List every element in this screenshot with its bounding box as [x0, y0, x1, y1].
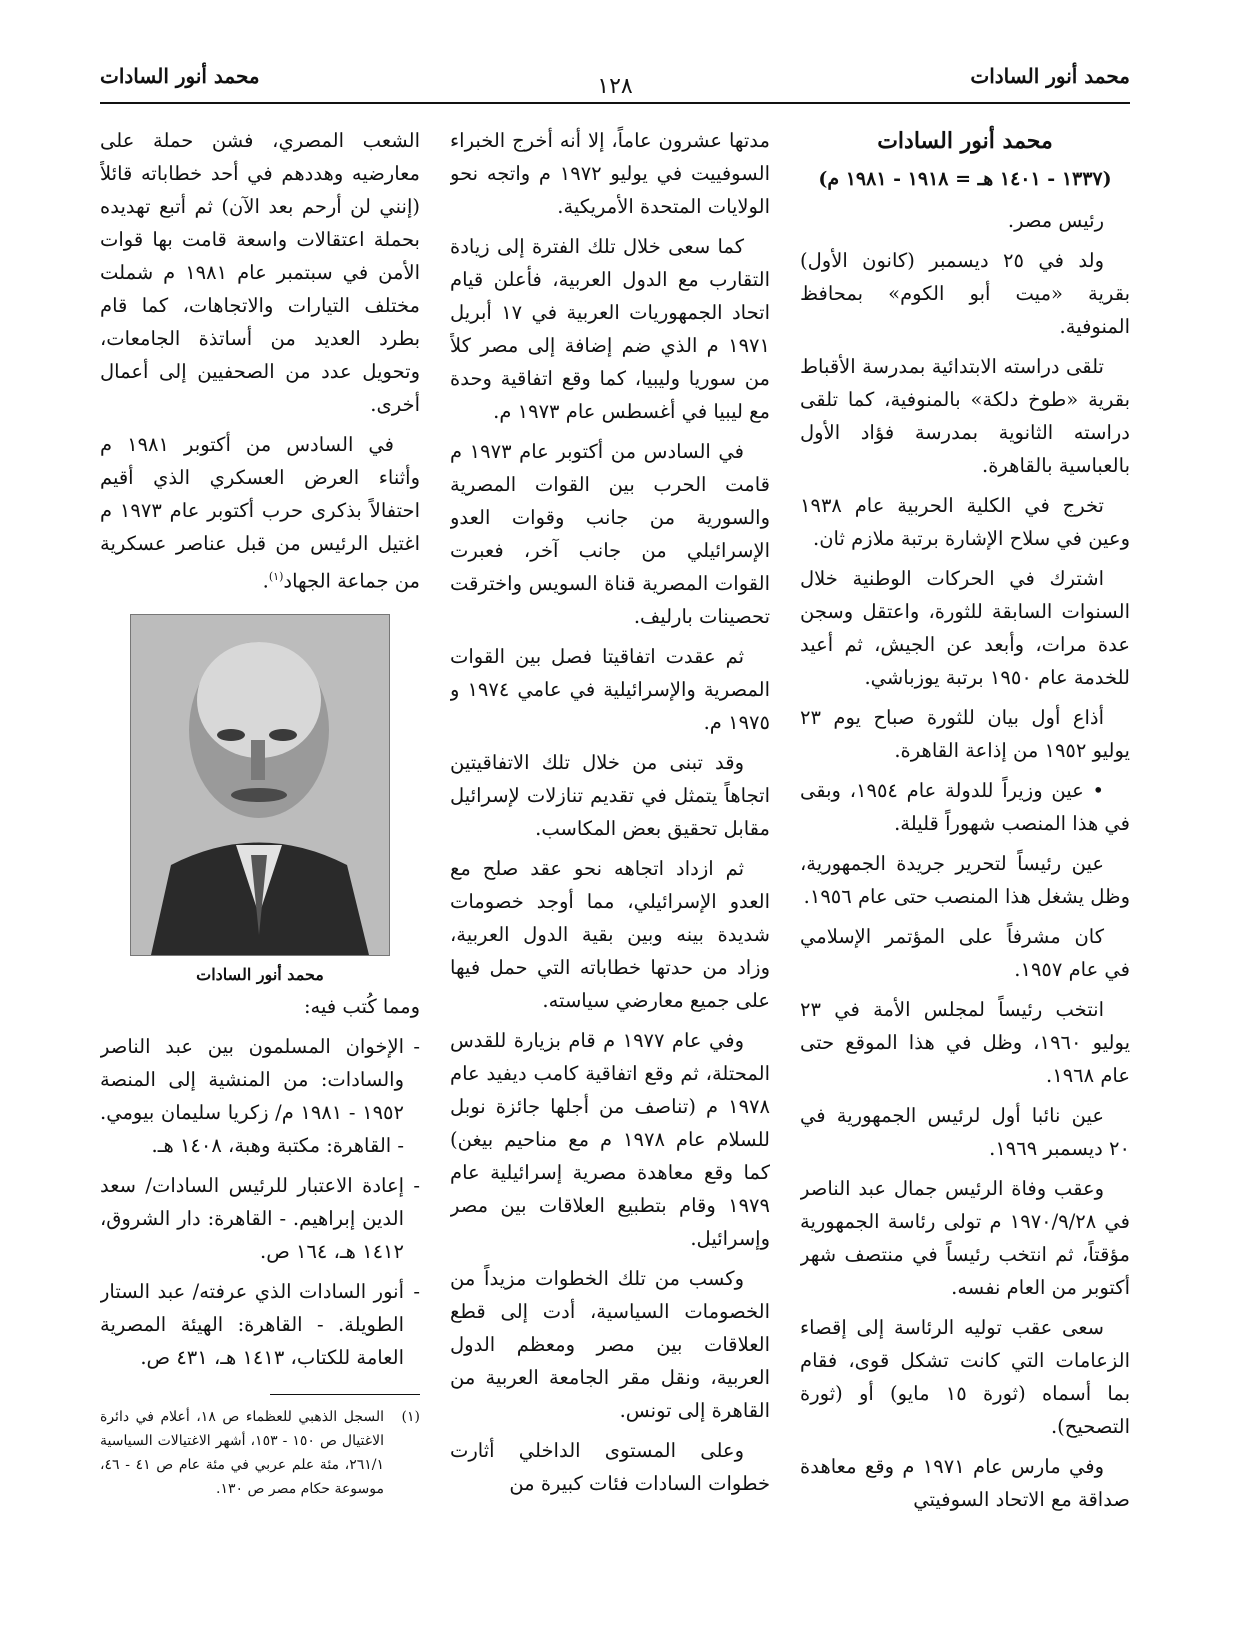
- paragraph: ثم ازداد اتجاهه نحو عقد صلح مع العدو الإسرائيلي، مما أوجد خصومات شديدة بينه وبين بقية الدول العربية، وزاد من حدتها خطاباته التي حمل فيها على جميع معارضي سياسته.: [450, 857, 770, 1012]
- footnote-divider: [270, 1394, 420, 1395]
- paragraph: مدتها عشرون عاماً، إلا أنه أخرج الخبراء السوفييت في يوليو ١٩٧٢ م واتجه نحو الولايات المتحدة الأمريكية.: [450, 129, 770, 218]
- biography-title: محمد أنور السادات: [877, 128, 1053, 154]
- paragraph: • عين وزيراً للدولة عام ١٩٥٤، وبقى في هذا المنصب شهوراً قليلة.: [800, 779, 1130, 835]
- works-intro: ومما كُتب فيه:: [303, 994, 420, 1018]
- paragraph: كما سعى خلال تلك الفترة إلى زيادة التقارب مع الدول العربية، فأعلن قيام اتحاد الجمهوريات العربية في ١٧ أبريل ١٩٧١ م الذي ضم إضافة إلى مصر كلاً من سوريا وليبيا، كما وقع اتفاقية وحدة مع ليبيا في أغسطس عام ١٩٧٣ م.: [450, 235, 770, 423]
- column-left: [100, 124, 420, 1624]
- paragraph: رئيس مصر.: [1007, 209, 1104, 232]
- biography-dates: (١٣٣٧ - ١٤٠١ هـ = ١٩١٨ - ١٩٨١ م): [818, 168, 1112, 190]
- bibliography-item: - أنور السادات الذي عرفته/ عبد الستار الطويلة. - القاهرة: الهيئة المصرية العامة للكتاب، ١٤١٣ هـ، ٤٣١ ص.: [100, 1275, 420, 1374]
- footnote-reference: (١): [268, 570, 284, 583]
- portrait-photo: [130, 614, 390, 956]
- paragraph: وفي عام ١٩٧٧ م قام بزيارة للقدس المحتلة، ثم وقع اتفاقية كامب ديفيد عام ١٩٧٨ م (تناصف من أجلها جائزة نوبل للسلام عام ١٩٧٨ م مع مناحيم بيغن) كما وقع معاهدة مصرية إسرائيلية عام ١٩٧٩ وقام بتطبيع العلاقات بين مصر وإسرائيل.: [450, 1029, 770, 1250]
- header-title-left: محمد أنور السادات: [100, 64, 260, 88]
- paragraph: انتخب رئيساً لمجلس الأمة في ٢٣ يوليو ١٩٦٠، وظل في هذا الموقع حتى عام ١٩٦٨.: [800, 998, 1130, 1087]
- paragraph: وكسب من تلك الخطوات مزيداً من الخصومات السياسية، أدت إلى قطع العلاقات بين مصر ومعظم الدول العربية، ونقل مقر الجامعة العربية من القاهرة إلى تونس.: [450, 1267, 770, 1422]
- paragraph: الشعب المصري، فشن حملة على معارضيه وهددهم في أحد خطاباته قائلاً (إنني لن أرحم بعد الآن) ثم أتبع تهديده بحملة اعتقالات واسعة قامت بها قوات الأمن في سبتمبر عام ١٩٨١ م شملت مختلف التيارات والاتجاهات، كما قام بطرد العديد من أساتذة الجامعات، وتحويل عدد من الصحفيين إلى أعمال أخرى.: [100, 129, 420, 416]
- paragraph: عين نائبا أول لرئيس الجمهورية في ٢٠ ديسمبر ١٩٦٩.: [800, 1104, 1130, 1160]
- paragraph: تخرج في الكلية الحربية عام ١٩٣٨ وعين في سلاح الإشارة برتبة ملازم ثان.: [800, 494, 1130, 550]
- paragraph: سعى عقب توليه الرئاسة إلى إقصاء الزعامات التي كانت تشكل قوى، فقام بما أسماه (ثورة ١٥ مايو) أو (ثورة التصحيح).: [800, 1316, 1130, 1438]
- paragraph-text: في السادس من أكتوبر ١٩٨١ م وأثناء العرض العسكري الذي أقيم احتفالاً بذكرى حرب أكتوبر عام ١٩٧٣ م اغتيل الرئيس من قبل عناصر عسكرية من جماعة الجهاد: [100, 433, 420, 593]
- paragraph: في السادس من أكتوبر عام ١٩٧٣ م قامت الحرب بين القوات المصرية والسورية من جانب وقوات العدو الإسرائيلي من جانب آخر، فعبرت القوات المصرية قناة السويس واخترقت تحصينات بارليف.: [450, 440, 770, 628]
- bibliography-item: - إعادة الاعتبار للرئيس السادات/ سعد الدين إبراهيم. - القاهرة: دار الشروق، ١٤١٢ هـ، ١٦٤ ص.: [100, 1169, 420, 1268]
- footnote: [100, 1405, 420, 1501]
- page-number: ١٢٨: [597, 74, 633, 99]
- bibliography-item: - الإخوان المسلمون بين عبد الناصر والسادات: من المنشية إلى المنصة ١٩٥٢ - ١٩٨١ م/ زكريا سليمان بيومي. - القاهرة: مكتبة وهبة، ١٤٠٨ هـ.: [100, 1030, 420, 1162]
- paragraph: ولد في ٢٥ ديسمبر (كانون الأول) بقرية «ميت أبو الكوم» بمحافظ المنوفية.: [800, 249, 1130, 338]
- paragraph: وفي مارس عام ١٩٧١ م وقع معاهدة صداقة مع الاتحاد السوفيتي: [800, 1455, 1130, 1511]
- paragraph: وعلى المستوى الداخلي أثارت خطوات السادات فئات كبيرة من: [450, 1439, 770, 1495]
- paragraph: اشترك في الحركات الوطنية خلال السنوات السابقة للثورة، واعتقل وسجن عدة مرات، وأبعد عن الجيش، ثم أعيد للخدمة عام ١٩٥٠ برتبة يوزباشي.: [800, 567, 1130, 689]
- paragraph: عين رئيساً لتحرير جريدة الجمهورية، وظل يشغل هذا المنصب حتى عام ١٩٥٦.: [800, 852, 1130, 908]
- paragraph: تلقى دراسته الابتدائية بمدرسة الأقباط بقرية «طوخ دلكة» بالمنوفية، كما تلقى دراسته الثانوية بمدرسة فؤاد الأول بالعباسية بالقاهرة.: [800, 355, 1130, 477]
- paragraph: ثم عقدت اتفاقيتا فصل بين القوات المصرية والإسرائيلية في عامي ١٩٧٤ و ١٩٧٥ م.: [450, 645, 770, 734]
- running-header: [100, 62, 1130, 104]
- column-middle: [450, 124, 770, 1624]
- paragraph: وقد تبنى من خلال تلك الاتفاقيتين اتجاهاً يتمثل في تقديم تنازلات لإسرائيل مقابل تحقيق بعض المكاسب.: [450, 751, 770, 840]
- footnote-mark: (١): [401, 1408, 420, 1425]
- footnote-text: السجل الذهبي للعظماء ص ١٨، أعلام في دائرة الاغتيال ص ١٥٠ - ١٥٣، أشهر الاغتيالات السياسية ٢٦١/١، مئة علم عربي في مئة عام ص ٤١ - ٤٦، موسوعة حكام مصر ص ١٣٠.: [100, 1408, 385, 1497]
- column-right: [800, 124, 1130, 1624]
- paragraph: في السادس من أكتوبر ١٩٨١ م وأثناء العرض العسكري الذي أقيم احتفالاً بذكرى حرب أكتوبر عام ١٩٧٣ م اغتيل الرئيس من قبل عناصر عسكرية من جماعة الجهاد$^{(١)}$.: [100, 433, 420, 593]
- photo-caption: محمد أنور السادات: [196, 964, 324, 984]
- paragraph: أذاع أول بيان للثورة صباح يوم ٢٣ يوليو ١٩٥٢ من إذاعة القاهرة.: [800, 706, 1130, 762]
- header-title-right: محمد أنور السادات: [970, 64, 1130, 88]
- paragraph: كان مشرفاً على المؤتمر الإسلامي في عام ١٩٥٧.: [800, 925, 1130, 981]
- paragraph: وعقب وفاة الرئيس جمال عبد الناصر في ١٩٧٠/٩/٢٨ م تولى رئاسة الجمهورية مؤقتاً، ثم انتخب رئيساً في منتصف شهر أكتوبر من العام نفسه.: [800, 1177, 1130, 1299]
